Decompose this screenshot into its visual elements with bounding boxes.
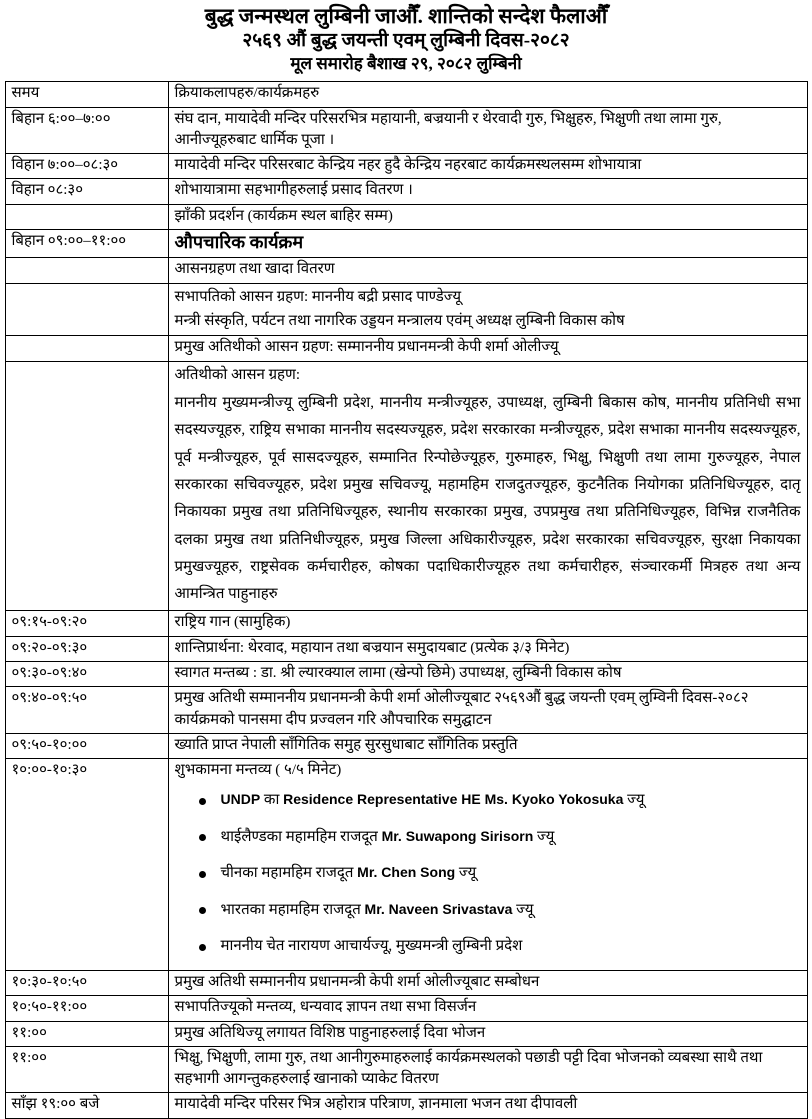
time-cell [5, 283, 168, 336]
time-cell: ११:०० [5, 1046, 168, 1093]
table-row [5, 661, 807, 686]
bullet-icon [199, 944, 206, 951]
table-row [5, 179, 807, 204]
bullet-icon [199, 798, 206, 805]
activity-cell: सभापतिज्यूको मन्तव्य, धन्यवाद ज्ञापन तथा सभा विसर्जन [168, 996, 807, 1021]
table-row [5, 970, 807, 995]
page-title: बुद्ध जन्मस्थल लुम्बिनी जाऔँ. शान्तिको सन्देश फैलाऔँ [204, 4, 608, 28]
greetings-intro: शुभकामना मन्तव्य ( ५/५ मिनेट) [174, 762, 342, 779]
time-cell: बिहान ०९:००–११:०० [5, 230, 168, 258]
list-item: UNDP का Residence Representative HE Ms. Kyoko Yokosuka ज्यू [199, 789, 801, 812]
activity-cell: शान्तिप्रार्थना: थेरवाद, महायान तथा बज्रयान समुदायबाट (प्रत्येक ३/३ मिनेट) [168, 636, 807, 661]
guest-seating-heading: अतिथीको आसन ग्रहण: [174, 366, 301, 383]
bullet-icon [199, 871, 206, 878]
table-header-row [5, 82, 807, 107]
activity-column-header: क्रियाकलापहरु/कार्यक्रमहरु [168, 82, 807, 107]
table-row [5, 759, 807, 971]
activity-cell: प्रमुख अतिथिज्यू लगायत विशिष्ठ पाहुनाहरुलाई दिवा भोजन [168, 1021, 807, 1046]
time-cell [5, 204, 168, 229]
time-cell: ०९:५०-१०:०० [5, 733, 168, 758]
list-item: माननीय चेत नारायण आचार्यज्यू, मुख्यमन्त्री लुम्बिनी प्रदेश [199, 935, 801, 958]
document-header [0, 3, 812, 74]
formal-program-heading: औपचारिक कार्यक्रम [174, 232, 304, 253]
time-cell: बिहान ६:००–७:०० [5, 107, 168, 154]
table-row [5, 687, 807, 734]
activity-cell [168, 361, 807, 611]
table-row [5, 636, 807, 661]
activity-cell: राष्ट्रिय गान (सामुहिक) [168, 611, 807, 636]
time-cell: १०:३०-१०:५० [5, 970, 168, 995]
chair-seating-line: सभापतिको आसन ग्रहण: माननीय बद्री प्रसाद पाण्डेज्यू [174, 288, 462, 305]
activity-cell: मायादेवी मन्दिर परिसर भित्र अहोरात्र परित्राण, ज्ञानमाला भजन तथा दीपावली [168, 1093, 807, 1118]
time-cell: १०:५०-११:०० [5, 996, 168, 1021]
time-cell [5, 361, 168, 611]
table-row [5, 230, 807, 258]
activity-cell: प्रमुख अतिथीको आसन ग्रहण: सम्माननीय प्रधानमन्त्री केपी शर्मा ओलीज्यू [168, 336, 807, 361]
activity-cell [168, 759, 807, 971]
activity-cell: ख्याति प्राप्त नेपाली साँगितिक समुह सुरसुधाबाट साँगितिक प्रस्तुति [168, 733, 807, 758]
greeting-speakers-list [199, 789, 801, 958]
table-row [5, 1093, 807, 1118]
list-item: भारतका महामहिम राजदूत Mr. Naveen Srivastava ज्यू [199, 899, 801, 922]
activity-cell: भिक्षु, भिक्षुणी, लामा गुरु, तथा आनीगुरुमाहरुलाई कार्यक्रमस्थलको पछाडी पट्टी दिवा भोजनको व्यबस्था साथै तथा सहभागी आगन्तुकहरुलाई खानाको प्याकेट वितरण [168, 1046, 807, 1093]
time-cell: विहान ०८:३० [5, 179, 168, 204]
activity-cell: संघ दान, मायादेवी मन्दिर परिसरभित्र महायानी, बज्रयानी र थेरवादी गुरु, भिक्षुहरु, भिक्षुणी तथा लामा गुरु, आनीज्यूहरुबाट धार्मिक पूजा । [168, 107, 807, 154]
table-row [5, 611, 807, 636]
time-cell: साँझ १९:०० बजे [5, 1093, 168, 1118]
bullet-icon [199, 907, 206, 914]
chair-title-line: मन्त्री संस्कृति, पर्यटन तथा नागरिक उड्डयन मन्त्रालय एवंम् अध्यक्ष लुम्बिनी विकास कोष [174, 312, 625, 329]
table-row [5, 154, 807, 179]
table-row [5, 258, 807, 283]
time-column-header: समय [5, 82, 168, 107]
table-row [5, 336, 807, 361]
bullet-icon [199, 834, 206, 841]
table-row [5, 283, 807, 336]
time-cell: १०:००-१०:३० [5, 759, 168, 971]
table-row [5, 1046, 807, 1093]
table-row [5, 204, 807, 229]
table-row [5, 107, 807, 154]
page-subtitle: २५६९ औं बुद्ध जयन्ती एवम् लुम्बिनी दिवस-२०८२ [242, 30, 570, 52]
activity-cell [168, 283, 807, 336]
list-item: चीनका महामहिम राजदूत Mr. Chen Song ज्यू [199, 862, 801, 885]
time-cell: ०९:१५-०९:२० [5, 611, 168, 636]
time-cell: विहान ७:००–०८:३० [5, 154, 168, 179]
activity-cell: झाँकी प्रदर्शन (कार्यक्रम स्थल बाहिर सम्म) [168, 204, 807, 229]
time-cell [5, 258, 168, 283]
time-cell: ११:०० [5, 1021, 168, 1046]
activity-cell [168, 230, 807, 258]
activity-cell: प्रमुख अतिथी सम्माननीय प्रधानमन्त्री केपी शर्मा ओलीज्यूबाट २५६९औं बुद्ध जयन्ती एवम् लुम्विनी दिवस-२०८२ कार्यक्रमको पानसमा दीप प्रज्वलन गरि औपचारिक समुद्घाटन [168, 687, 807, 734]
table-row [5, 361, 807, 611]
time-cell: ०९:४०-०९:५० [5, 687, 168, 734]
guest-list-paragraph: माननीय मुख्यमन्त्रीज्यू लुम्बिनी प्रदेश, माननीय मन्त्रीज्यूहरु, उपाध्यक्ष, लुम्बिनी बिकास कोष, माननीय प्रतिनिधी सभा सदस्यज्यूहरु, राष्ट्रिय सभाका माननीय सदस्यज्यूहरु, प्रदेश सरकारका मन्त्रीज्यूहरु, प्रदेश सभाका माननीय सदस्यज्यूहरु, पूर्व मन्त्रीज्यूहरु, पूर्व सासदज्यूहरु, सम्मानित रिन्पोछेज्यूहरु, गुरुमाहरु, भिक्षु, भिक्षुणी तथा लामा गुरुज्यूहरु, नेपाल सरकारका सचिवज्यूहरु, प्रदेश प्रमुख सचिवज्यू, महामहिम राजदुतज्यूहरु, कुटनैतिक नियोगका प्रतिनिधिज्यूहरु, दातृ निकायका प्रमुख तथा प्रतिनिधिज्यूहरु, स्थानीय सरकारका प्रमुख, उपप्रमुख तथा प्रतिनिधिज्यूहरु, विभिन्न राजनैतिक दलका प्रमुख तथा प्रतिनिधीज्यूहरु, प्रमुख जिल्ला अधिकारीज्यूहरु, प्रदेश सरकारका सचिवज्यूहरु, सुरक्षा निकायका प्रमुखज्यूहरु, राष्ट्रसेवक कर्मचारीहरु, कोषका पदाधिकारीज्यूहरु तथा कर्मचारीहरु, संञ्चारकर्मी मित्रहरु तथा अन्य आमन्त्रित पाहुनाहरु [174, 395, 801, 603]
table-row [5, 996, 807, 1021]
time-cell: ०९:३०-०९:४० [5, 661, 168, 686]
activity-cell: स्वागत मन्तब्य : डा. श्री ल्यारक्याल लामा (खेन्पो छिमे) उपाध्यक्ष, लुम्बिनी विकास कोष [168, 661, 807, 686]
activity-cell: प्रमुख अतिथी सम्माननीय प्रधानमन्त्री केपी शर्मा ओलीज्यूबाट सम्बोधन [168, 970, 807, 995]
activity-cell: मायादेवी मन्दिर परिसरबाट केन्द्रिय नहर हुदै केन्द्रिय नहरबाट कार्यक्रमस्थलसम्म शोभायात्रा [168, 154, 807, 179]
table-row [5, 733, 807, 758]
event-date-line: मूल समारोह बैशाख २९, २०८२ लुम्बिनी [290, 54, 522, 73]
program-schedule-table [5, 81, 808, 1119]
activity-cell: आसनग्रहण तथा खादा वितरण [168, 258, 807, 283]
activity-cell: शोभायात्रामा सहभागीहरुलाई प्रसाद वितरण । [168, 179, 807, 204]
time-cell: ०९:२०-०९:३० [5, 636, 168, 661]
list-item: थाईलैण्डका महामहिम राजदूत Mr. Suwapong Sirisorn ज्यू [199, 826, 801, 849]
table-row [5, 1021, 807, 1046]
time-cell [5, 336, 168, 361]
